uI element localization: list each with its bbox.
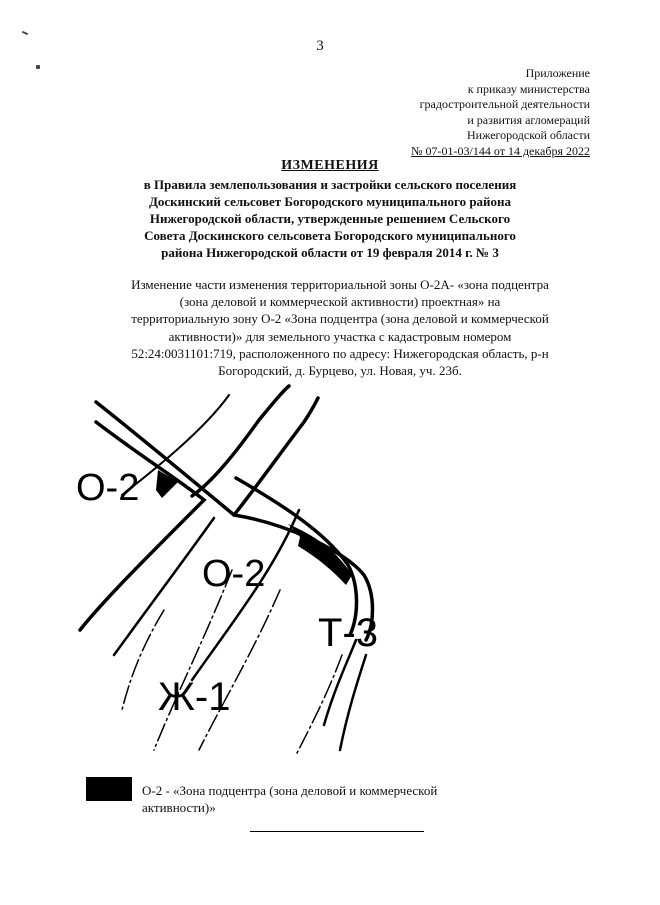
closing-rule	[250, 831, 424, 832]
page-number: 3	[316, 38, 324, 54]
legend-swatch	[86, 777, 132, 801]
appendix-line: градостроительной деятельности	[419, 97, 590, 112]
zoning-map	[76, 390, 424, 760]
appendix-line: Нижегородской области	[466, 128, 590, 143]
parcel-line	[154, 570, 232, 750]
legend-line: активности)»	[142, 800, 216, 815]
description-line: активности)» для земельного участка с кадастровым номером	[168, 328, 512, 344]
description-line: территориальную зону О-2 «Зона подцентра (зона деловой и коммерческой	[131, 311, 549, 327]
description-line: Изменение части изменения территориальной зоны О-2А- «зона подцентра	[131, 277, 549, 292]
subtitle-line: района Нижегородской области от 19 февраля 2014 г. № 3	[161, 245, 499, 260]
description-line: Богородский, д. Бурцево, ул. Новая, уч. 23б.	[218, 363, 462, 379]
parcel-line	[192, 510, 299, 680]
legend-text	[142, 782, 437, 816]
road-edge-upper	[96, 402, 373, 640]
change-description	[100, 276, 580, 379]
zone-label-zh1: Ж-1	[158, 675, 231, 719]
parcel-line	[296, 655, 342, 755]
document-subtitle	[120, 176, 540, 261]
description-line: 52:24:0031101:719, расположенного по адресу: Нижегородская область, р-н	[131, 345, 549, 361]
appendix-block	[411, 66, 590, 160]
map-drawing	[76, 390, 424, 760]
appendix-line: к приказу министерства	[467, 81, 590, 96]
subtitle-line: Совета Доскинского сельсовета Богородского муниципального	[144, 228, 516, 243]
road-edge-lower	[80, 422, 204, 630]
order-number: № 07-01-03/144 от 14 декабря 2022	[411, 143, 590, 158]
road-branch-right	[234, 398, 318, 515]
scan-mark	[22, 31, 28, 35]
document-title: ИЗМЕНЕНИЯ	[281, 158, 379, 173]
description-line: (зона деловой и коммерческой активности) проектная» на	[179, 294, 501, 310]
zone-label-o2-center: О-2	[202, 553, 266, 595]
appendix-line: Приложение	[525, 66, 590, 80]
legend-line: О-2 - «Зона подцентра (зона деловой и коммерческой	[142, 783, 438, 798]
appendix-line: и развития агломераций	[467, 112, 590, 127]
subtitle-line: в Правила землепользования и застройки сельского поселения	[143, 177, 517, 192]
scan-mark	[36, 65, 40, 69]
subtitle-line: Нижегородской области, утвержденные решением Сельского	[149, 211, 511, 226]
zone-label-t3: Т-3	[318, 611, 378, 655]
zone-label-o2-left: О-2	[76, 467, 140, 509]
subtitle-line: Доскинский сельсовет Богородского муниципального района	[148, 194, 512, 209]
